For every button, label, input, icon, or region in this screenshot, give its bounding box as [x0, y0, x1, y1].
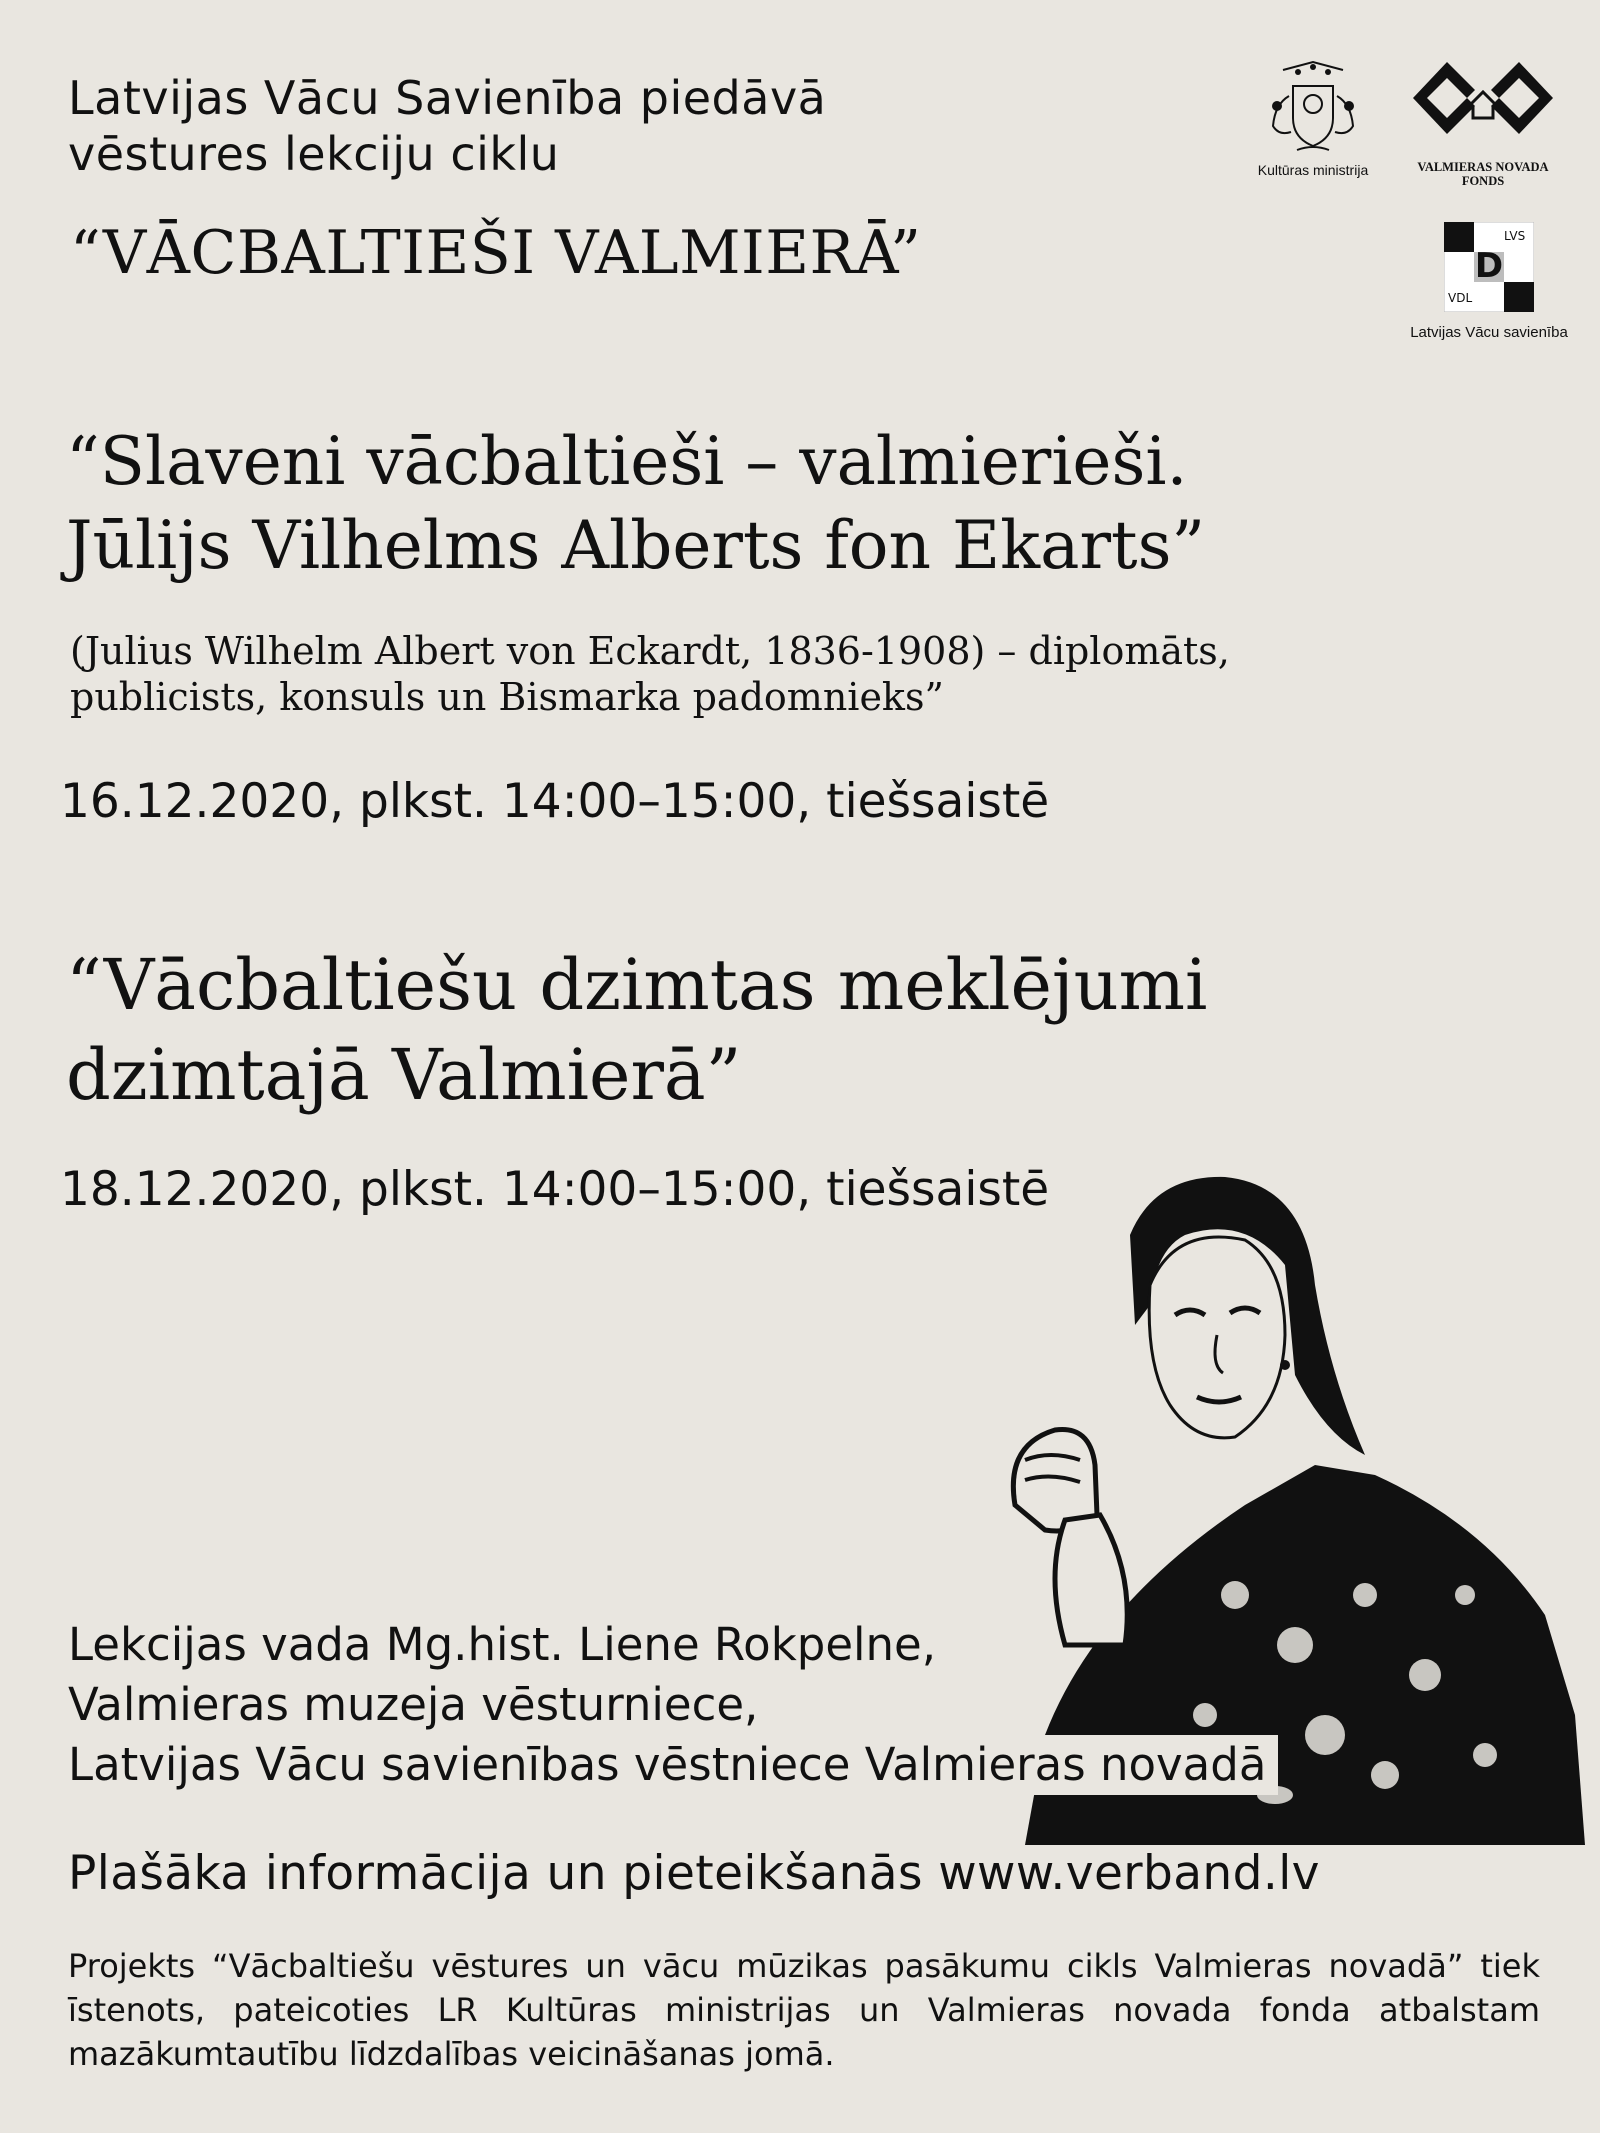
checker-d-icon	[1444, 222, 1534, 312]
valmieras-fonds-logo	[1408, 62, 1558, 188]
ministry-caption: Kultūras ministrija	[1257, 162, 1369, 178]
lvs-caption: Latvijas Vācu savienība	[1410, 324, 1568, 341]
event1-title-line-1: “Slaveni vācbaltieši – valmierieši.	[66, 423, 1188, 500]
lvs-bottom-label: VDL	[1448, 291, 1473, 305]
series-title: “VĀCBALTIEŠI VALMIERĀ”	[70, 218, 922, 288]
lecturer-line-1: Lekcijas vada Mg.hist. Liene Rokpelne,	[68, 1615, 948, 1675]
lvs-logo	[1404, 222, 1574, 341]
event1-description	[70, 628, 1570, 720]
fonds-caption	[1408, 160, 1558, 188]
event1-title-line-2: Jūlijs Vilhelms Alberts fon Ekarts”	[66, 507, 1206, 584]
lvs-top-label: LVS	[1504, 229, 1526, 243]
event2-date: 18.12.2020, plkst. 14:00–15:00, tiešsaistē	[60, 1162, 1050, 1217]
event1-desc-line-2: publicists, konsuls un Bismarka padomnieks”	[70, 675, 944, 719]
lvs-letter: D	[1474, 246, 1504, 286]
event2-title-line-1: “Vācbaltiešu dzimtas meklējumi	[66, 944, 1208, 1026]
footer-note: Projekts “Vācbaltiešu vēstures un vācu mūzikas pasākumu cikls Valmieras novadā” tiek īstenots, pateicoties LR Kultūras ministrijas un Valmieras novada fonda atbalstam mazākumtautību līdzdalības veicināšanas jomā.	[68, 1947, 1540, 2073]
event1-date: 16.12.2020, plkst. 14:00–15:00, tiešsaistē	[60, 774, 1050, 829]
ministry-logo	[1248, 56, 1378, 178]
coat-of-arms-icon	[1253, 56, 1373, 156]
event2-title-line-2: dzimtajā Valmierā”	[66, 1034, 742, 1116]
intro-text	[68, 70, 826, 182]
lecturer-line-2: Valmieras muzeja vēsturniece,	[68, 1675, 770, 1735]
fonds-caption-line-2: FONDS	[1461, 174, 1505, 188]
diamond-houses-icon	[1413, 62, 1553, 150]
event2-title	[66, 940, 1546, 1120]
fonds-caption-line-1: VALMIERAS NOVADA	[1417, 160, 1549, 174]
intro-line-2: vēstures lekciju ciklu	[68, 127, 560, 181]
event1-title	[66, 420, 1546, 588]
info-line: Plašāka informācija un pieteikšanās www.verband.lv	[68, 1846, 1320, 1901]
event1-desc-line-1: (Julius Wilhelm Albert von Eckardt, 1836-1908) – diplomāts,	[70, 629, 1230, 673]
lecturer-info	[68, 1615, 1278, 1795]
lecturer-line-3: Latvijas Vācu savienības vēstniece Valmieras novadā	[68, 1735, 1278, 1795]
intro-line-1: Latvijas Vācu Savienība piedāvā	[68, 71, 827, 125]
